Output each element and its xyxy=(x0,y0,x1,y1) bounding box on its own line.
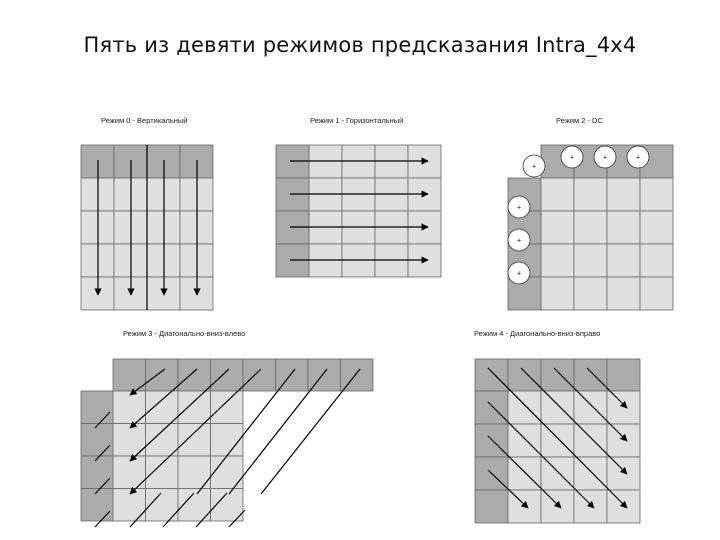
mode2-block-cell xyxy=(640,178,673,211)
mode3-block-cell xyxy=(178,424,211,457)
mode4-block-cell xyxy=(574,424,607,457)
mode2-plus-marker: + xyxy=(516,204,522,212)
mode4-left-cell xyxy=(475,490,508,523)
mode2-plus-marker: + xyxy=(602,154,608,162)
mode2-block-cell xyxy=(640,277,673,310)
mode3-left-cell xyxy=(81,424,114,457)
mode4-block-cell xyxy=(607,490,640,523)
mode2-block-cell xyxy=(607,244,640,277)
mode4-left-cell xyxy=(475,424,508,457)
mode3-top-cell xyxy=(178,359,211,391)
mode2-block-cell xyxy=(640,244,673,277)
mode4-block-cell xyxy=(508,424,541,457)
mode4-block-cell xyxy=(508,457,541,490)
mode0-label: Режим 0 - Вертикальный xyxy=(101,116,188,125)
mode3-top-cell xyxy=(146,359,179,391)
mode4-block-cell xyxy=(541,391,574,424)
mode3-top-cell xyxy=(113,359,146,391)
mode3-left-cell xyxy=(81,489,114,522)
mode2-block-cell xyxy=(607,277,640,310)
mode3-block-cell xyxy=(146,456,179,489)
mode2-plus-marker: + xyxy=(516,237,522,245)
mode3-block-cell xyxy=(146,391,179,424)
mode4-block-cell xyxy=(508,490,541,523)
mode2-block-cell xyxy=(541,178,574,211)
mode2-block-cell xyxy=(541,211,574,244)
mode2-label: Режим 2 - DC xyxy=(556,116,603,125)
mode3-block-cell xyxy=(146,424,179,457)
mode2-block-cell xyxy=(574,244,607,277)
mode2-plus-marker: + xyxy=(531,163,537,171)
mode2-plus-marker: + xyxy=(569,154,575,162)
mode4-block-cell xyxy=(541,424,574,457)
mode2-plus-marker: + xyxy=(516,270,522,278)
mode4-top-cell xyxy=(574,359,607,391)
mode4-top-cell xyxy=(607,359,640,391)
mode3-top-cell xyxy=(211,359,244,391)
mode2-block-cell xyxy=(541,277,574,310)
mode4-left-cell xyxy=(475,391,508,424)
mode4-block-cell xyxy=(607,424,640,457)
slide-title: Пять из девяти режимов предсказания Intra_4x4 xyxy=(83,33,637,57)
mode4-block-cell xyxy=(508,391,541,424)
mode1-label: Режим 1 - Горизонтальный xyxy=(310,116,404,125)
mode4-top-cell xyxy=(475,359,508,391)
mode4-top-cell xyxy=(541,359,574,391)
mode4-block-cell xyxy=(574,457,607,490)
mode3-top-cell xyxy=(341,359,374,391)
mode4-label: Режим 4 - Диагонально-вниз-вправо xyxy=(474,329,601,338)
mode4-block-cell xyxy=(574,490,607,523)
mode2-block-cell xyxy=(574,277,607,310)
mode3-label: Режим 3 - Диагонально-вниз-влево xyxy=(123,329,246,338)
mode4-block-cell xyxy=(541,457,574,490)
mode2-block-cell xyxy=(607,211,640,244)
mode2-block-cell xyxy=(607,178,640,211)
mode3-block-cell xyxy=(211,456,244,489)
mode3-block-cell xyxy=(211,391,244,424)
mode2-block-cell xyxy=(574,211,607,244)
mode2-plus-marker: + xyxy=(635,154,641,162)
mode3-left-cell xyxy=(81,391,114,424)
mode3-left-cell xyxy=(81,456,114,489)
mode3-block-cell xyxy=(211,424,244,457)
mode4-block-cell xyxy=(574,391,607,424)
mode3-top-cell xyxy=(243,359,276,391)
mode2-block-cell xyxy=(640,211,673,244)
mode3-block-cell xyxy=(178,391,211,424)
mode4-block-cell xyxy=(607,457,640,490)
mode3-top-cell xyxy=(276,359,309,391)
mode4-top-cell xyxy=(508,359,541,391)
mode2-block-cell xyxy=(574,178,607,211)
mode4-block-cell xyxy=(607,391,640,424)
mode2-block-cell xyxy=(541,244,574,277)
mode4-block-cell xyxy=(541,490,574,523)
